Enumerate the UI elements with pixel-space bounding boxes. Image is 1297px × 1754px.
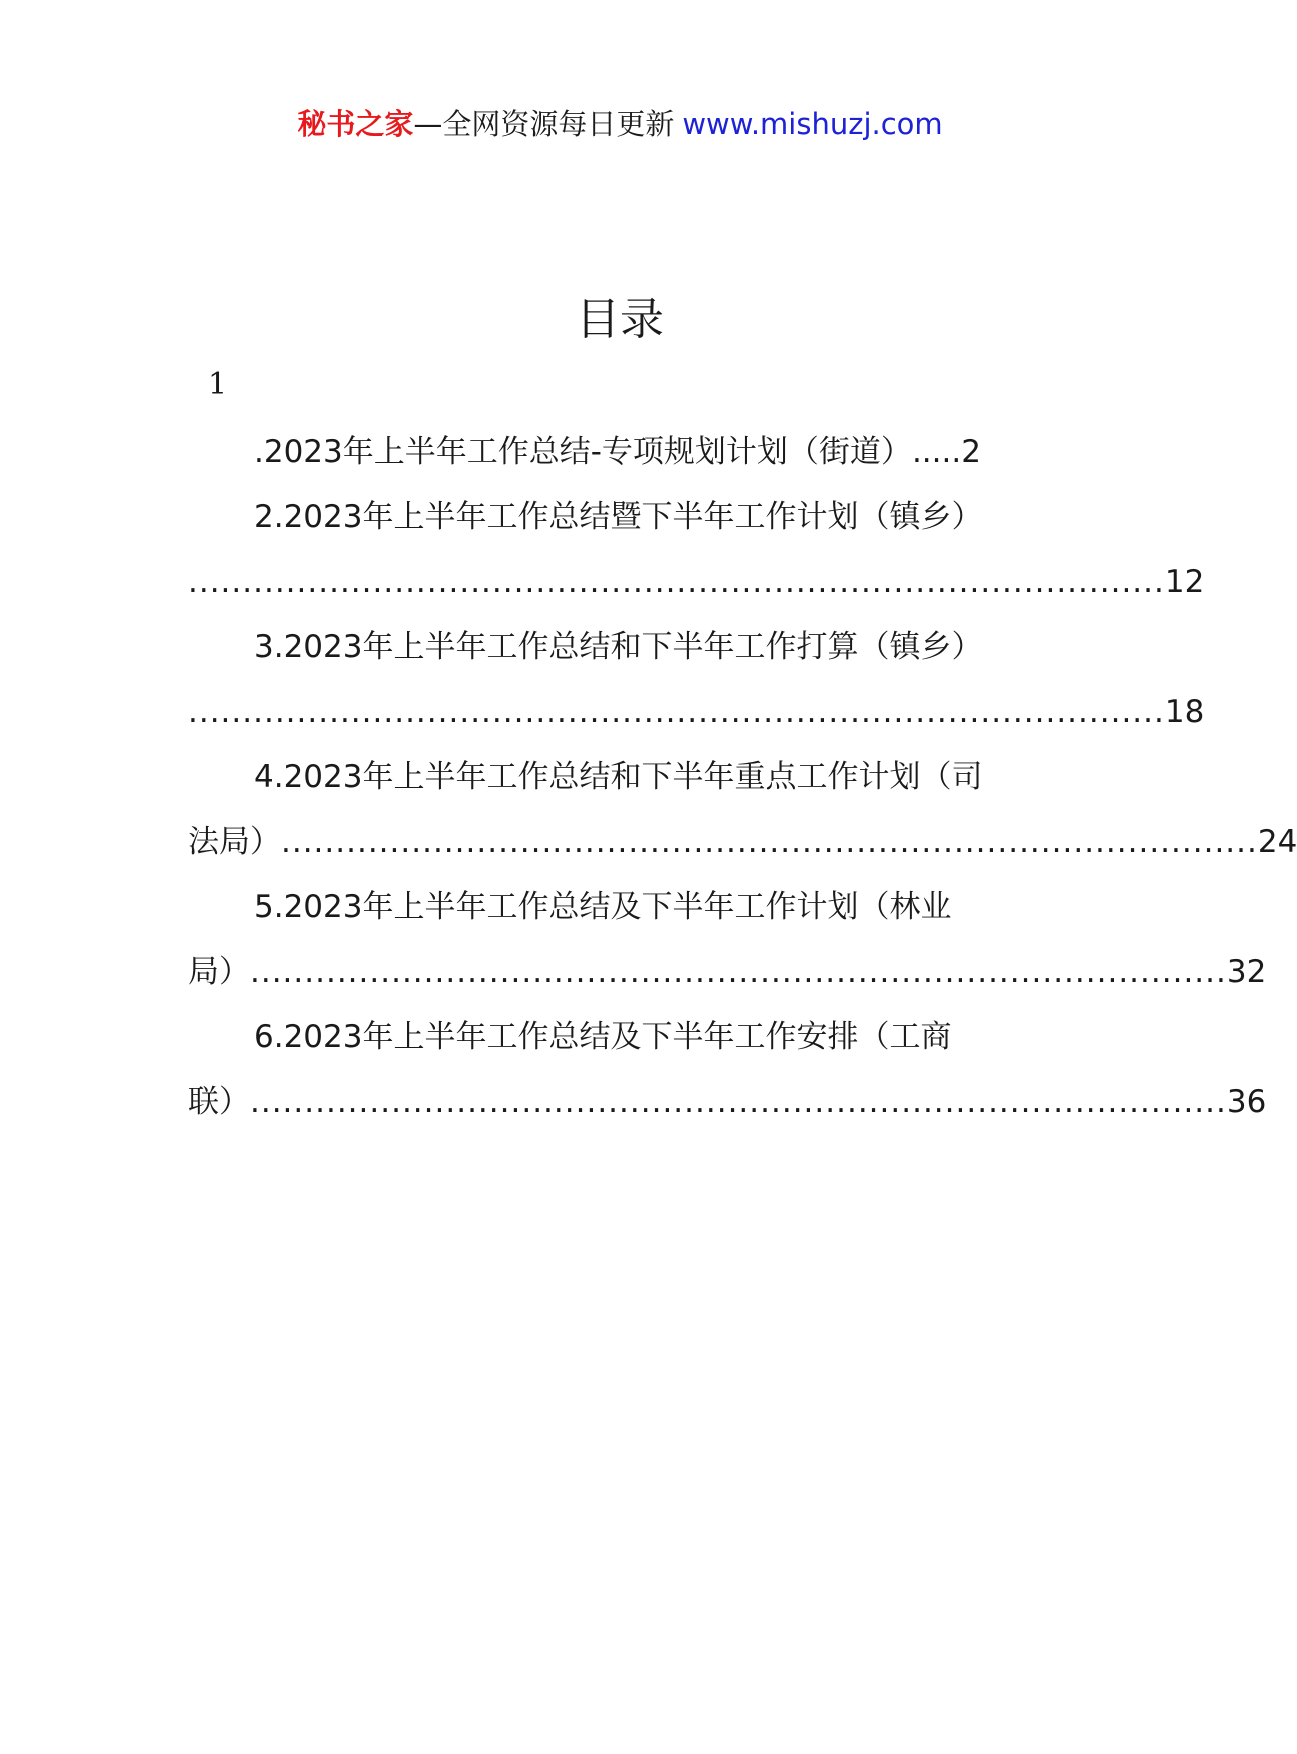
toc-entry-4[interactable] (188, 745, 1297, 875)
toc-entry-5[interactable] (188, 875, 1267, 1005)
toc-title: 目录 (576, 294, 664, 345)
toc-stray-number: 1 (208, 367, 228, 402)
brand-name: 秘书之家 (297, 107, 414, 141)
toc-entry-page: 32 (1226, 954, 1267, 990)
toc-leader-line (188, 810, 1297, 875)
toc-entry-tail: 法局） (188, 824, 281, 860)
toc-entry-page: 36 (1226, 1084, 1267, 1120)
toc-entry-page: 24 (1257, 824, 1297, 860)
toc-list (188, 420, 1297, 1135)
toc-entry-dots: .......................................................................................... (188, 564, 1165, 600)
toc-entry-title: .2023年上半年工作总结-专项规划计划（街道） (254, 434, 912, 470)
toc-entry-1[interactable] (188, 420, 1056, 485)
toc-entry-3[interactable] (188, 615, 1205, 745)
site-url-link[interactable]: www.mishuzj.com (682, 107, 943, 141)
toc-entry-page: 18 (1164, 694, 1205, 730)
toc-leader-line (188, 680, 1205, 745)
site-header (0, 104, 1240, 144)
toc-entry-title: 4.2023年上半年工作总结和下半年重点工作计划（司 (254, 759, 983, 795)
toc-entry-tail: 局） (188, 954, 250, 990)
toc-leader-line (188, 940, 1267, 1005)
header-tagline: —全网资源每日更新 (413, 107, 675, 141)
toc-entry-6[interactable] (188, 1005, 1267, 1135)
toc-entry-title: 5.2023年上半年工作总结及下半年工作计划（林业 (254, 889, 952, 925)
toc-entry-title: 2.2023年上半年工作总结暨下半年工作计划（镇乡） (254, 499, 983, 535)
toc-entry-dots: .......................................................................................... (250, 954, 1227, 990)
toc-entry-page: 2 (961, 434, 981, 470)
toc-entry-title: 3.2023年上半年工作总结和下半年工作打算（镇乡） (254, 629, 983, 665)
toc-leader-line (188, 550, 1205, 615)
toc-entry-dots: .......................................................................................... (250, 1084, 1227, 1120)
toc-entry-dots: .......................................................................................... (281, 824, 1258, 860)
toc-entry-dots: ..... (911, 434, 962, 470)
toc-entry-title: 6.2023年上半年工作总结及下半年工作安排（工商 (254, 1019, 952, 1055)
toc-entry-tail: 联） (188, 1084, 250, 1120)
toc-leader-line (188, 1070, 1267, 1135)
toc-entry-2[interactable] (188, 485, 1205, 615)
toc-entry-page: 12 (1164, 564, 1205, 600)
toc-entry-dots: .......................................................................................... (188, 694, 1165, 730)
